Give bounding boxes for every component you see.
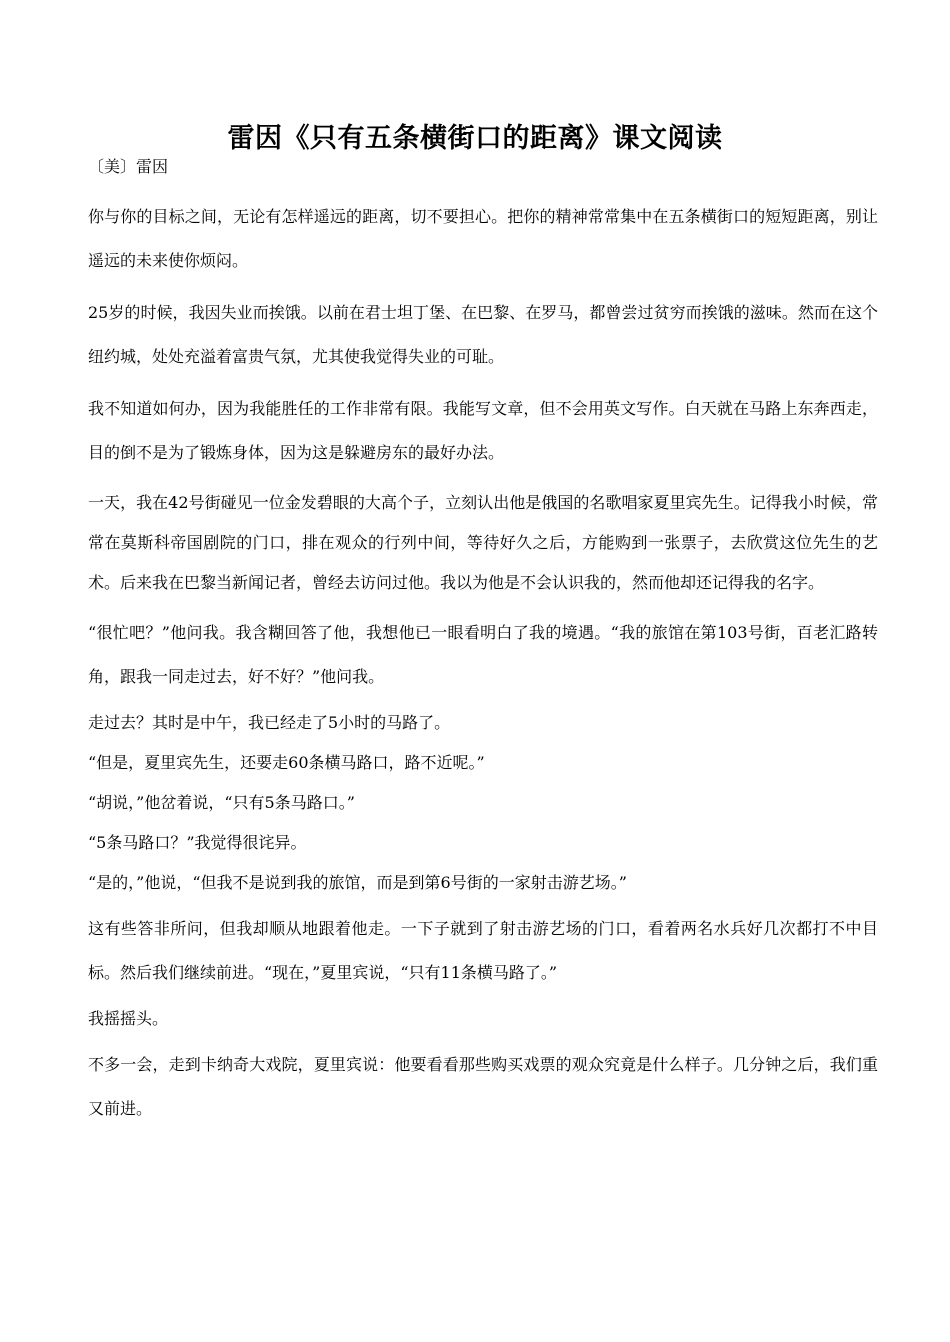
paragraph-1: 你与你的目标之间，无论有怎样遥远的距离，切不要担心。把你的精神常常集中在五条横街口的短短距离，别让遥远的未来使你烦闷。	[88, 207, 878, 270]
paragraph-9: “5条马路口？”我觉得很诧异。	[88, 833, 307, 852]
paragraph-4: 一天，我在42号街碰见一位金发碧眼的大高个子，立刻认出他是俄国的名歌唱家夏里宾先生。记得我小时候，常常在莫斯科帝国剧院的门口，排在观众的行列中间，等待好久之后，方能购到一张票子，去欣赏这位先生的艺术。后来我在巴黎当新闻记者，曾经去访问过他。我以为他是不会认识我的，然而他却还记得我的名字。	[88, 493, 878, 592]
author-line: 〔美〕雷因	[88, 157, 169, 176]
paragraph-12: 我摇摇头。	[88, 1009, 169, 1028]
paragraph-3: 我不知道如何办，因为我能胜任的工作非常有限。我能写文章，但不会用英文写作。白天就在马路上东奔西走，目的倒不是为了锻炼身体，因为这是躲避房东的最好办法。	[88, 399, 878, 462]
paragraph-13: 不多一会，走到卡纳奇大戏院，夏里宾说：他要看看那些购买戏票的观众究竟是什么样子。几分钟之后，我们重又前进。	[88, 1055, 878, 1118]
paragraph-8: “胡说，”他岔着说，“只有5条马路口。”	[88, 793, 355, 812]
paragraph-2: 25岁的时候，我因失业而挨饿。以前在君士坦丁堡、在巴黎、在罗马，都曾尝过贫穷而挨饿的滋味。然而在这个纽约城，处处充溢着富贵气氛，尤其使我觉得失业的可耻。	[88, 303, 878, 366]
paragraph-7: “但是，夏里宾先生，还要走60条横马路口，路不近呢。”	[88, 753, 485, 772]
paragraph-11: 这有些答非所问，但我却顺从地跟着他走。一下子就到了射击游艺场的门口，看着两名水兵好几次都打不中目标。然后我们继续前进。“现在，”夏里宾说，“只有11条横马路了。”	[88, 919, 878, 982]
document-title: 雷因《只有五条横街口的距离》课文阅读	[227, 123, 723, 154]
paragraph-6: 走过去？其时是中午，我已经走了5小时的马路了。	[88, 713, 451, 732]
paragraph-10: “是的，”他说，“但我不是说到我的旅馆，而是到第6号街的一家射击游艺场。”	[88, 873, 627, 892]
body-text	[88, 195, 878, 1139]
paragraph-5: “很忙吧？”他问我。我含糊回答了他，我想他已一眼看明白了我的境遇。“我的旅馆在第103号街，百老汇路转角，跟我一同走过去，好不好？”他问我。	[88, 623, 878, 686]
